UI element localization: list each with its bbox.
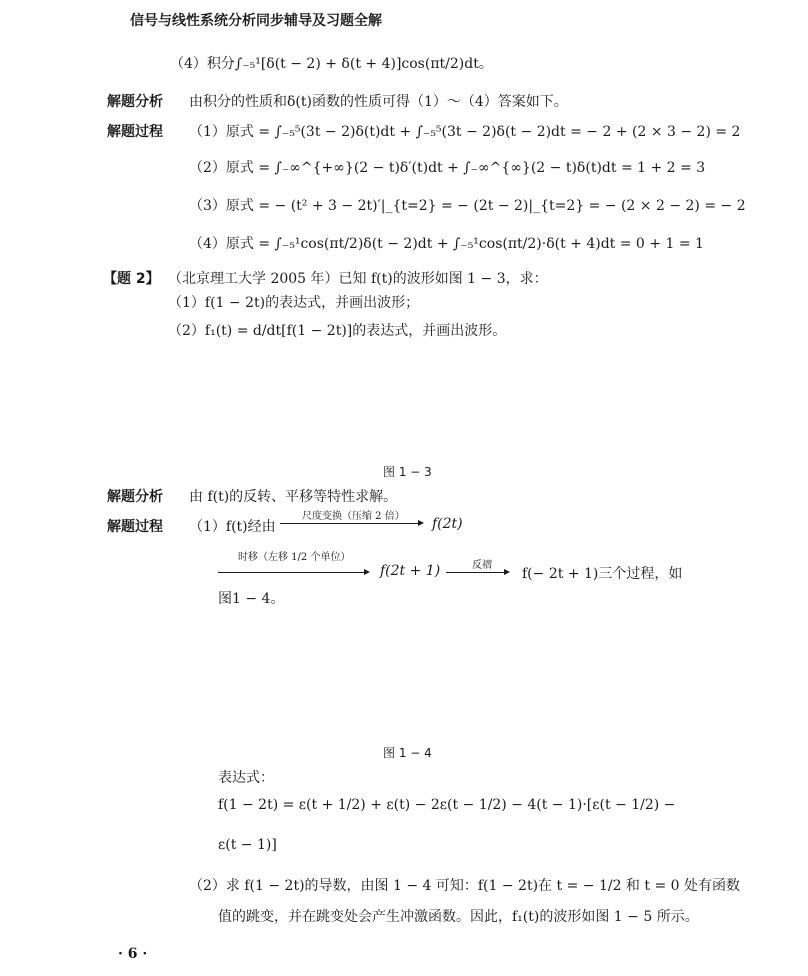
problem-2-stem: （北京理工大学 2005 年）已知 f(t)的波形如图 1 − 3，求： — [168, 271, 548, 287]
result-f2t-plus-1: f(2t + 1) — [380, 563, 441, 579]
solution-line-2: （2）原式 = ∫₋∞^{+∞}(2 − t)δ′(t)dt + ∫₋∞^{∞}(2 − t)δ(t)dt = 1 + 2 = 3 — [189, 160, 706, 176]
expression-heading: 表达式： — [218, 770, 274, 786]
arrow-label-reflect: 反褶 — [472, 560, 492, 571]
figure-ref-1-4: 图1 − 4。 — [218, 591, 285, 607]
process-2-prefix: （1）f(t)经由 — [189, 519, 276, 535]
problem-2-label: 【题 2】 — [103, 271, 160, 287]
solution-line-3: （3）原式 = − (t² + 3 − 2t)′|_{t=2} = − (2t − 2)|_{t=2} = − (2 × 2 − 2) = − 2 — [189, 198, 746, 214]
process-label-2: 解题过程 — [107, 519, 163, 535]
arrow-reflect — [446, 572, 508, 573]
analysis-text-2: 由 f(t)的反转、平移等特性求解。 — [189, 489, 398, 505]
analysis-text-1: 由积分的性质和δ(t)函数的性质可得（1）～（4）答案如下。 — [189, 94, 568, 110]
analysis-label-2: 解题分析 — [107, 489, 163, 505]
expression-line-1: f(1 − 2t) = ε(t + 1/2) + ε(t) − 2ε(t − 1/2) − 4(t − 1)·[ε(t − 1/2) − — [218, 797, 676, 813]
part-2-line-2: 值的跳变，并在跳变处会产生冲激函数。因此，f₁(t)的波形如图 1 − 5 所示。 — [218, 909, 699, 925]
problem-2-q1: （1）f(1 − 2t)的表达式，并画出波形； — [168, 295, 420, 311]
figure-1-4-caption: 图 1 − 4 — [383, 746, 432, 760]
analysis-label-1: 解题分析 — [107, 94, 163, 110]
expression-line-2: ε(t − 1)] — [218, 837, 277, 853]
running-header: 信号与线性系统分析同步辅导及习题全解 — [130, 13, 382, 29]
solution-line-4: （4）原式 = ∫₋₅¹cos(πt/2)δ(t − 2)dt + ∫₋₅¹cos(πt/2)·δ(t + 4)dt = 0 + 1 = 1 — [189, 236, 704, 252]
problem-2-q2: （2）f₁(t) = d/dt[f(1 − 2t)]的表达式，并画出波形。 — [168, 323, 507, 339]
problem-item-4: （4）积分∫₋₅¹[δ(t − 2) + δ(t + 4)]cos(πt/2)dt。 — [170, 56, 493, 72]
arrow-scale — [280, 523, 422, 524]
figure-1-3-caption: 图 1 − 3 — [383, 465, 432, 479]
arrow-label-shift: 时移（左移 1/2 个单位） — [238, 552, 351, 563]
page-number: · 6 · — [118, 946, 148, 962]
solution-line-1: （1）原式 = ∫₋₅⁵(3t − 2)δ(t)dt + ∫₋₅⁵(3t − 2)δ(t − 2)dt = − 2 + (2 × 3 − 2) = 2 — [189, 124, 741, 140]
part-2-line-1: （2）求 f(1 − 2t)的导数，由图 1 − 4 可知：f(1 − 2t)在 t = − 1/2 和 t = 0 处有函数 — [189, 878, 740, 894]
arrow-shift — [218, 572, 368, 573]
result-f2t: f(2t) — [432, 516, 463, 532]
process-label-1: 解题过程 — [107, 124, 163, 140]
result-f-neg2t-plus-1: f(− 2t + 1)三个过程，如 — [522, 566, 683, 582]
arrow-label-scale: 尺度变换（压缩 2 倍） — [302, 511, 405, 522]
